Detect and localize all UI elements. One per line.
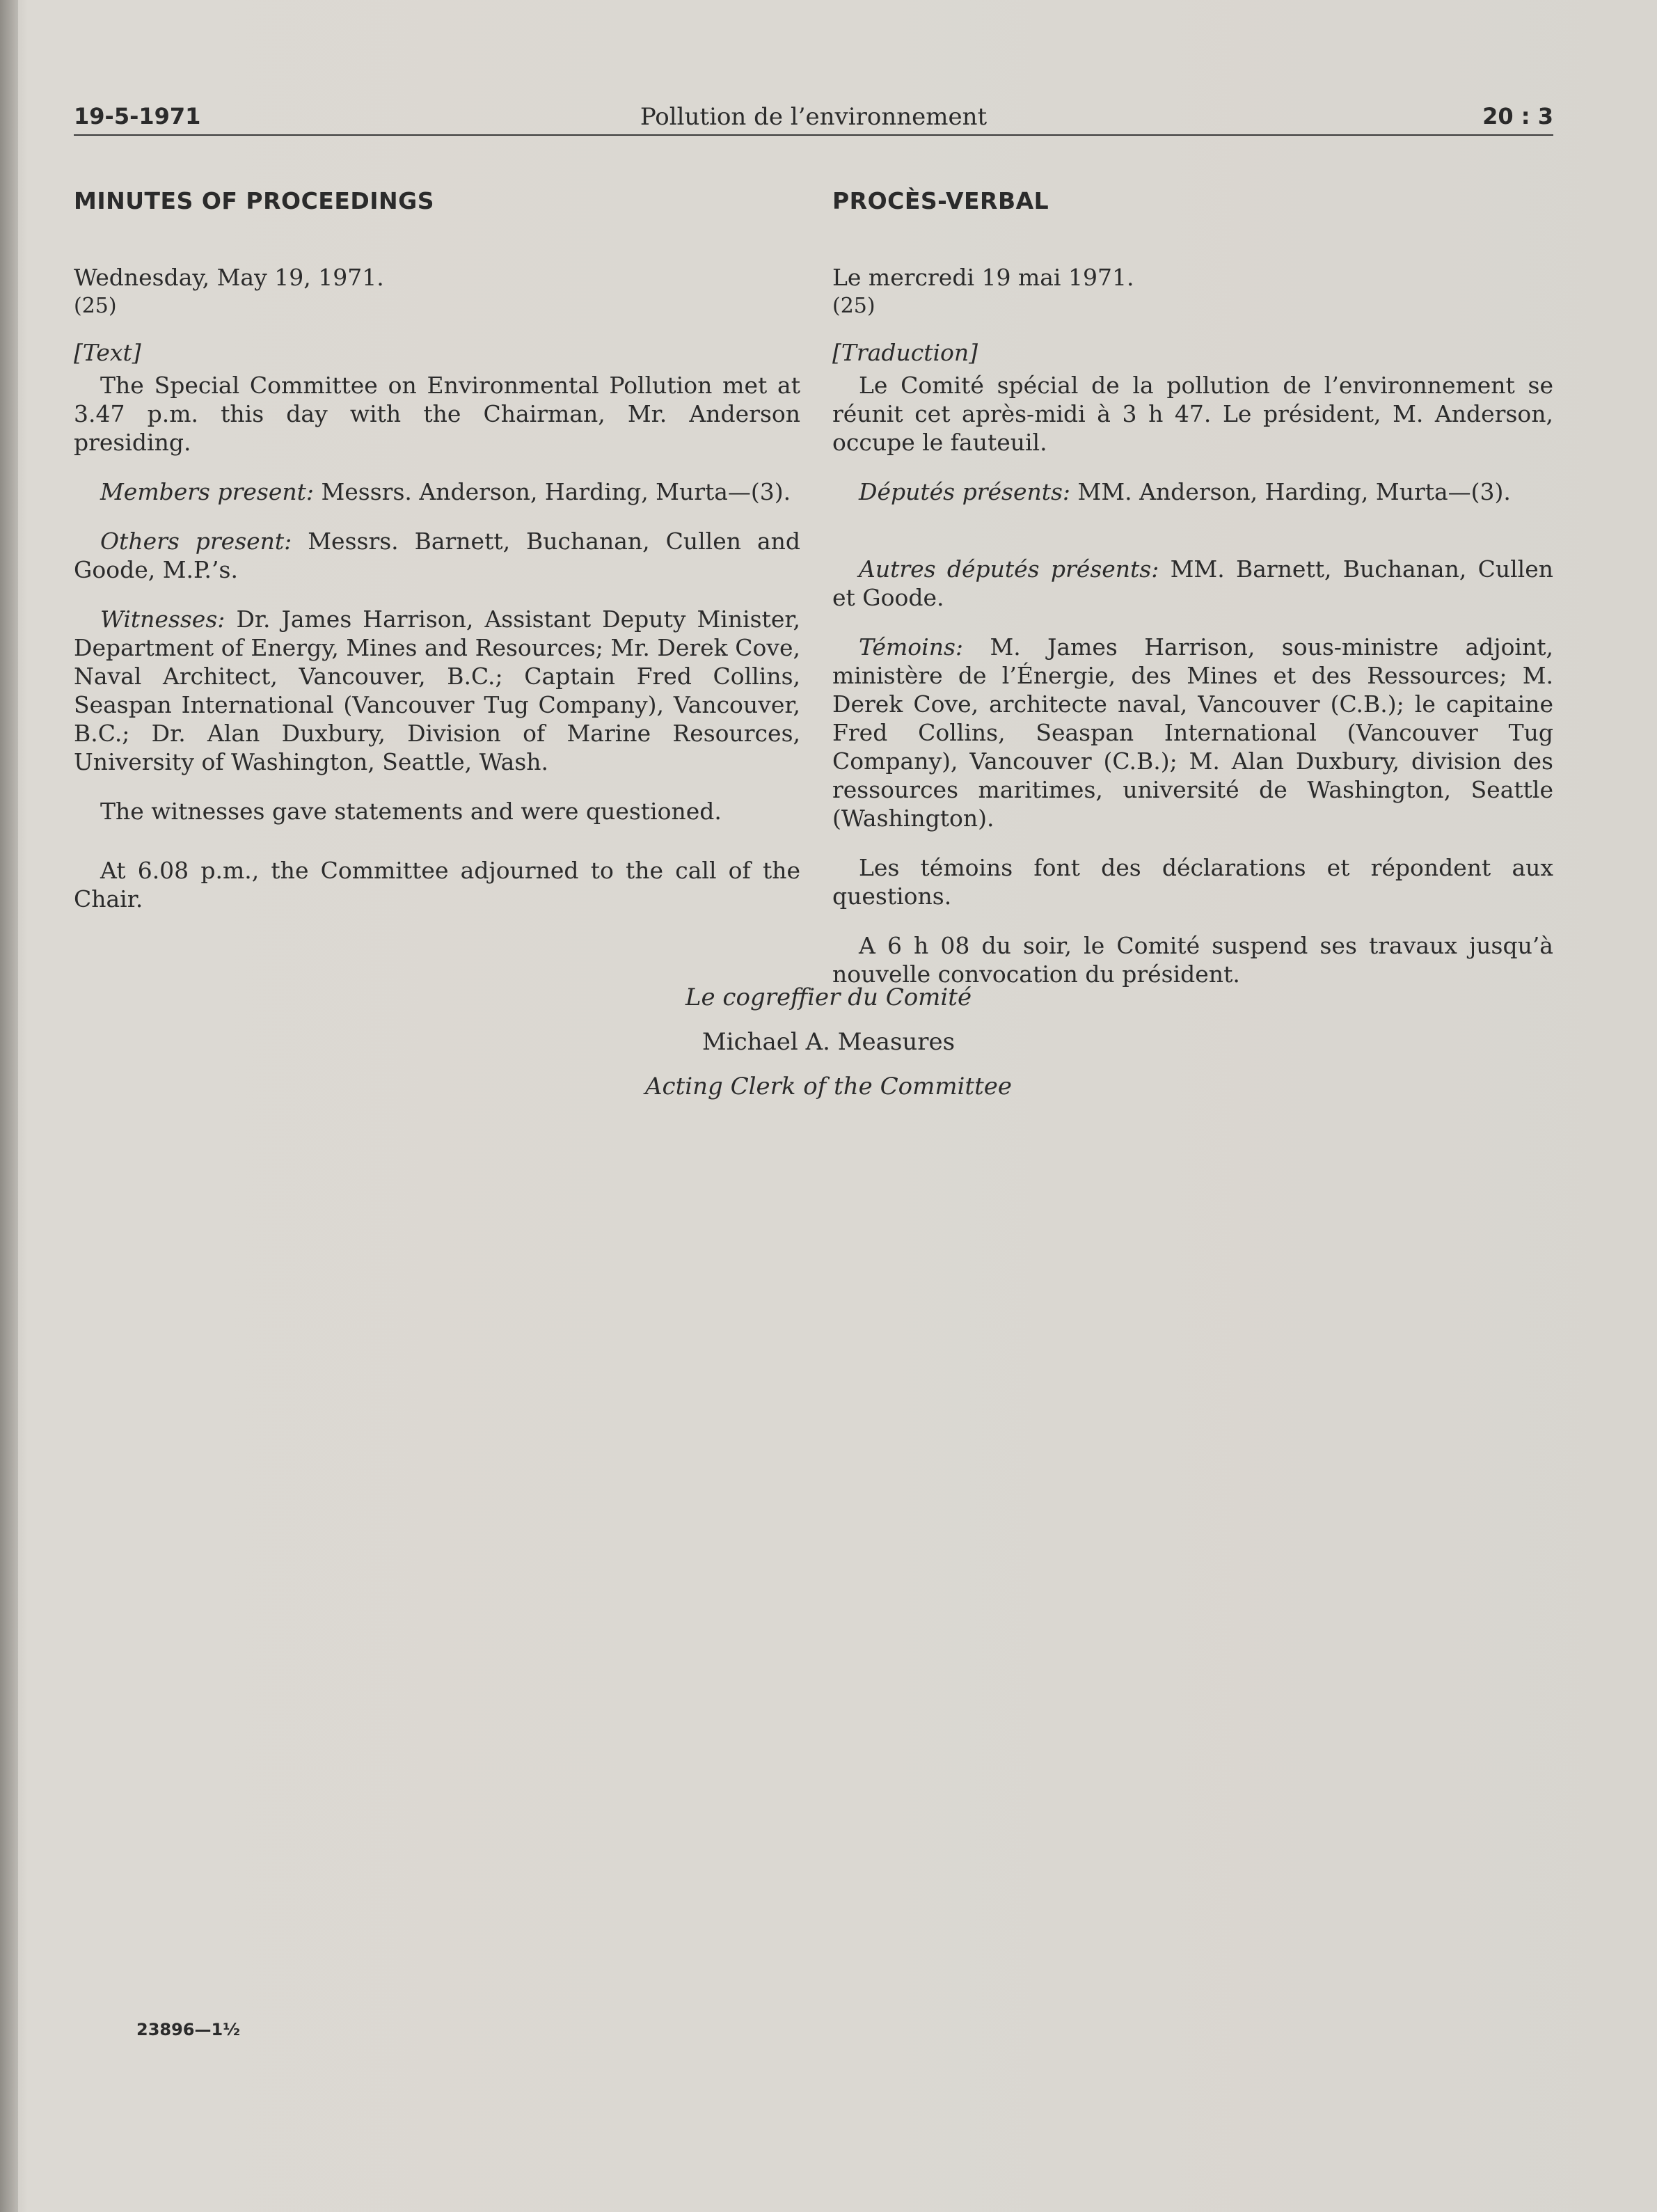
- header-date: 19-5-1971: [74, 103, 201, 129]
- running-header: [74, 103, 1553, 134]
- members-present: Members present: Messrs. Anderson, Harding, Murta—(3).: [100, 478, 791, 505]
- text-tag: [Text]: [74, 339, 141, 366]
- signature-line-clerk-fr: Le cogreffier du Comité: [685, 983, 972, 1011]
- witnesses: Witnesses: Dr. James Harrison, Assistant Deputy Minister, Department of Energy, Mines and Resources; Mr. Derek Cove, Naval Architect, Vancouver, B.C.; Captain Fred Collins, Seaspan International (Vancouver Tug Company), Vancouver, B.C.; Dr. Alan Duxbury, Division of Marine Resources, University of Washington, Seattle, Wash.: [74, 606, 800, 775]
- others-present: Others present: Messrs. Barnett, Buchanan, Cullen and Goode, M.P.’s.: [74, 528, 800, 583]
- english-column: [74, 187, 800, 934]
- meeting-number: (25): [74, 294, 117, 318]
- translation-tag: [Traduction]: [832, 339, 978, 366]
- french-column: [832, 187, 1553, 1009]
- witnesses-fr: Témoins: M. James Harrison, sous-ministre adjoint, ministère de l’Énergie, des Mines et des Ressources; M. Derek Cove, architecte naval, Vancouver (C.B.); le capitaine Fred Collins, Seaspan International (Vancouver Tug Company), Vancouver (C.B.); M. Alan Duxbury, division des ressources maritimes, université de Washington, Seattle (Washington).: [832, 633, 1553, 832]
- others-present-fr: Autres députés présents: MM. Barnett, Buchanan, Cullen et Goode.: [832, 555, 1553, 611]
- printer-code: 23896—1½: [136, 2020, 241, 2039]
- adjournment-paragraph: At 6.08 p.m., the Committee adjourned to the call of the Chair.: [74, 857, 800, 913]
- signature-line-clerk-en: Acting Clerk of the Committee: [644, 1073, 1013, 1100]
- header-rule: [74, 134, 1553, 136]
- statements-paragraph: The witnesses gave statements and were questioned.: [100, 798, 722, 825]
- meeting-date-fr: Le mercredi 19 mai 1971.: [832, 264, 1134, 291]
- page-number: 20 : 3: [1482, 103, 1553, 129]
- statements-paragraph-fr: Les témoins font des déclarations et répondent aux questions.: [832, 854, 1553, 910]
- proces-verbal-heading: PROCÈS-VERBAL: [832, 187, 1049, 214]
- minutes-heading: MINUTES OF PROCEEDINGS: [74, 187, 435, 214]
- meeting-date: Wednesday, May 19, 1971.: [74, 264, 384, 291]
- members-present-fr: Députés présents: MM. Anderson, Harding, Murta—(3).: [859, 478, 1511, 505]
- opening-paragraph: The Special Committee on Environmental Pollution met at 3.47 p.m. this day with the Chairman, Mr. Anderson presiding.: [74, 372, 800, 456]
- signature-block: [0, 975, 1657, 1109]
- signature-name: Michael A. Measures: [701, 1028, 956, 1056]
- opening-paragraph-fr: Le Comité spécial de la pollution de l’environnement se réunit cet après-midi à 3 h 47. Le président, M. Anderson, occupe le fauteuil.: [832, 372, 1553, 456]
- header-title: Pollution de l’environnement: [640, 103, 988, 131]
- meeting-number-fr: (25): [832, 294, 875, 318]
- adjournment-paragraph-fr: A 6 h 08 du soir, le Comité suspend ses travaux jusqu’à nouvelle convocation du président.: [832, 932, 1553, 988]
